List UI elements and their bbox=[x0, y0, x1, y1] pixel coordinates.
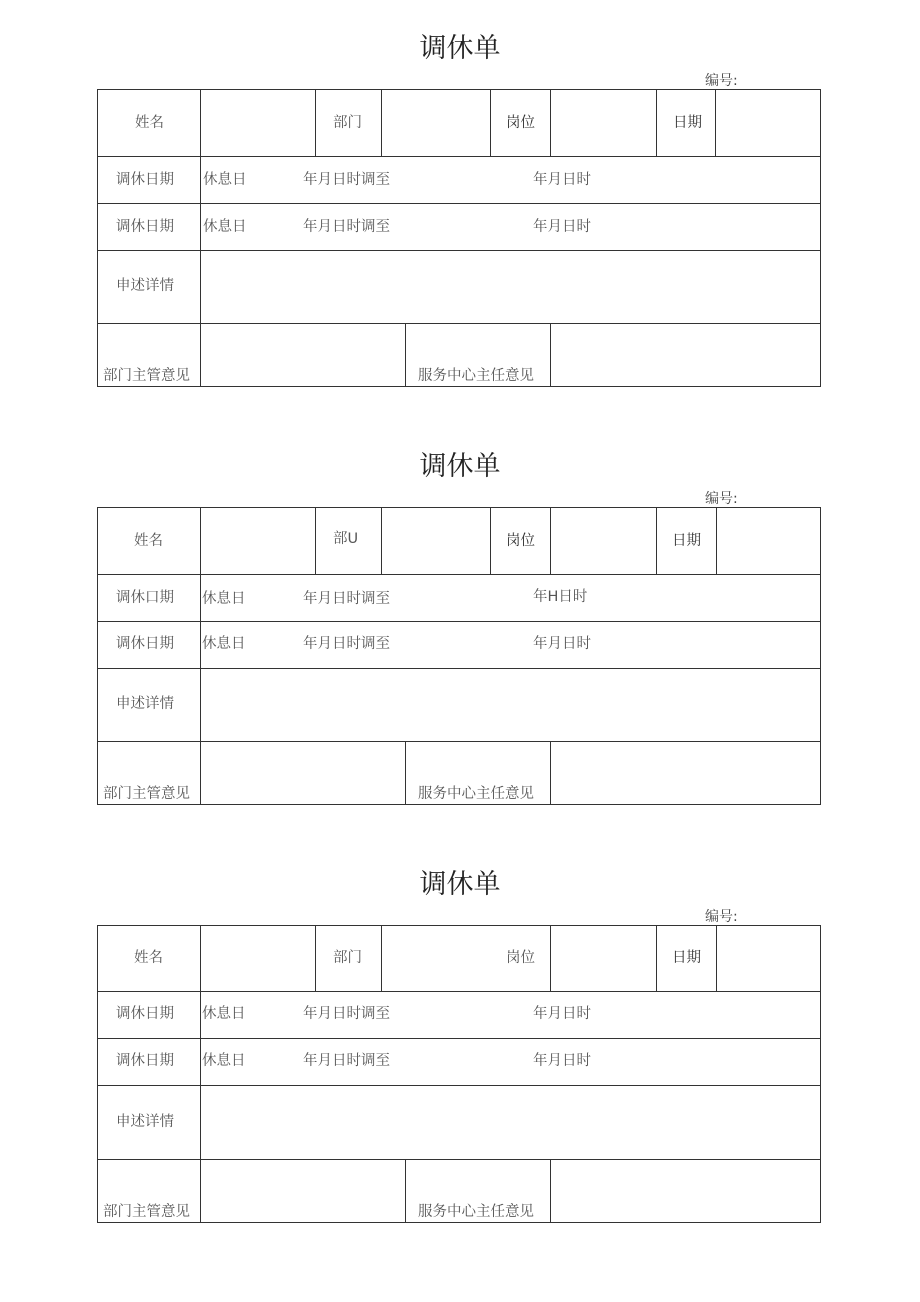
col-divider bbox=[656, 90, 657, 156]
name-label: 姓名 bbox=[134, 533, 163, 549]
dept-label: 部U bbox=[333, 531, 359, 547]
rest-day-label: 休息日 bbox=[202, 636, 246, 652]
col-divider bbox=[405, 323, 406, 386]
col-divider bbox=[715, 90, 716, 156]
serial-number-label: 编号: bbox=[705, 909, 738, 925]
col-divider bbox=[490, 508, 491, 574]
leave-date-label: 调休日期 bbox=[116, 219, 174, 235]
post-label: 岗位 bbox=[506, 115, 535, 131]
date-to-label: 年H日时 bbox=[533, 589, 588, 605]
row-divider bbox=[98, 621, 820, 622]
date-label: 日期 bbox=[672, 950, 701, 966]
leave-date-label: 调休日期 bbox=[116, 636, 174, 652]
date-from-label: 年月日时调至 bbox=[303, 636, 390, 652]
col-divider bbox=[405, 1159, 406, 1222]
row-divider bbox=[98, 156, 820, 157]
post-field[interactable] bbox=[552, 509, 655, 573]
details-label: 申述详情 bbox=[116, 1114, 174, 1130]
form-table bbox=[97, 507, 821, 805]
dept-head-opinion-label: 部门主管意见 bbox=[103, 786, 190, 802]
col-divider bbox=[381, 508, 382, 574]
name-field[interactable] bbox=[202, 509, 314, 573]
dept-field[interactable] bbox=[383, 91, 489, 155]
center-head-opinion-field[interactable] bbox=[552, 742, 819, 803]
date-label: 日期 bbox=[673, 115, 702, 131]
col-divider bbox=[716, 508, 717, 574]
details-field[interactable] bbox=[202, 1086, 819, 1158]
col-divider bbox=[200, 508, 201, 804]
col-divider bbox=[550, 926, 551, 991]
col-divider bbox=[200, 926, 201, 1222]
rest-day-label: 休息日 bbox=[203, 219, 247, 235]
leave-date-label: 调休日期 bbox=[116, 172, 174, 188]
col-divider bbox=[315, 508, 316, 574]
date-to-label: 年月日时 bbox=[533, 1006, 591, 1022]
dept-field[interactable] bbox=[383, 509, 489, 573]
col-divider bbox=[405, 741, 406, 804]
col-divider bbox=[550, 508, 551, 574]
form-title: 调休单 bbox=[419, 869, 501, 900]
date-to-label: 年月日时 bbox=[533, 1053, 591, 1069]
col-divider bbox=[490, 90, 491, 156]
center-head-opinion-field[interactable] bbox=[552, 1160, 819, 1221]
col-divider bbox=[315, 90, 316, 156]
post-field[interactable] bbox=[552, 91, 655, 155]
leave-date-label: 调休日期 bbox=[116, 1006, 174, 1022]
col-divider bbox=[381, 926, 382, 991]
col-divider bbox=[550, 1159, 551, 1222]
dept-head-opinion-field[interactable] bbox=[202, 742, 404, 803]
row-divider bbox=[98, 1038, 820, 1039]
row-divider bbox=[98, 203, 820, 204]
date-to-label: 年月日时 bbox=[533, 219, 591, 235]
rest-day-label: 休息日 bbox=[202, 591, 246, 607]
center-head-opinion-field[interactable] bbox=[552, 324, 819, 385]
center-head-opinion-label: 服务中心主任意见 bbox=[418, 786, 534, 802]
date-from-label: 年月日时调至 bbox=[303, 1006, 390, 1022]
post-label: 岗位 bbox=[506, 533, 535, 549]
col-divider bbox=[315, 926, 316, 991]
col-divider bbox=[716, 926, 717, 991]
dept-head-opinion-field[interactable] bbox=[202, 1160, 404, 1221]
date-from-label: 年月日时调至 bbox=[303, 1053, 390, 1069]
dept-head-opinion-label: 部门主管意见 bbox=[103, 1204, 190, 1220]
date-label: 日期 bbox=[672, 533, 701, 549]
row-divider bbox=[98, 574, 820, 575]
name-label: 姓名 bbox=[135, 115, 164, 131]
form-title: 调休单 bbox=[419, 33, 501, 64]
post-field[interactable] bbox=[552, 927, 655, 990]
dept-label: 部门 bbox=[333, 950, 362, 966]
col-divider bbox=[550, 90, 551, 156]
details-label: 申述详情 bbox=[116, 696, 174, 712]
name-field[interactable] bbox=[202, 91, 314, 155]
leave-date-label: 调休口期 bbox=[116, 590, 174, 606]
details-label: 申述详情 bbox=[116, 278, 174, 294]
dept-head-opinion-label: 部门主管意见 bbox=[103, 368, 190, 384]
post-label: 岗位 bbox=[506, 950, 535, 966]
details-field[interactable] bbox=[202, 251, 819, 322]
col-divider bbox=[550, 741, 551, 804]
dept-head-opinion-field[interactable] bbox=[202, 324, 404, 385]
form-title: 调休单 bbox=[419, 451, 501, 482]
name-label: 姓名 bbox=[134, 950, 163, 966]
date-from-label: 年月日时调至 bbox=[303, 591, 390, 607]
serial-number-label: 编号: bbox=[705, 73, 738, 89]
col-divider bbox=[656, 926, 657, 991]
date-to-label: 年月日时 bbox=[533, 636, 591, 652]
details-field[interactable] bbox=[202, 669, 819, 740]
center-head-opinion-label: 服务中心主任意见 bbox=[418, 1204, 534, 1220]
date-from-label: 年月日时调至 bbox=[303, 219, 390, 235]
leave-date-label: 调休日期 bbox=[116, 1053, 174, 1069]
dept-label: 部门 bbox=[333, 115, 362, 131]
rest-day-label: 休息日 bbox=[202, 1006, 246, 1022]
col-divider bbox=[656, 508, 657, 574]
date-from-label: 年月日时调至 bbox=[303, 172, 390, 188]
date-field[interactable] bbox=[717, 91, 819, 155]
row-divider bbox=[98, 991, 820, 992]
date-field[interactable] bbox=[718, 509, 819, 573]
rest-day-label: 休息日 bbox=[203, 172, 247, 188]
col-divider bbox=[550, 323, 551, 386]
form-table bbox=[97, 89, 821, 387]
rest-day-label: 休息日 bbox=[202, 1053, 246, 1069]
name-field[interactable] bbox=[202, 927, 314, 990]
col-divider bbox=[200, 90, 201, 386]
date-field[interactable] bbox=[718, 927, 819, 990]
serial-number-label: 编号: bbox=[705, 491, 738, 507]
col-divider bbox=[381, 90, 382, 156]
date-to-label: 年月日时 bbox=[533, 172, 591, 188]
center-head-opinion-label: 服务中心主任意见 bbox=[418, 368, 534, 384]
form-table bbox=[97, 925, 821, 1223]
